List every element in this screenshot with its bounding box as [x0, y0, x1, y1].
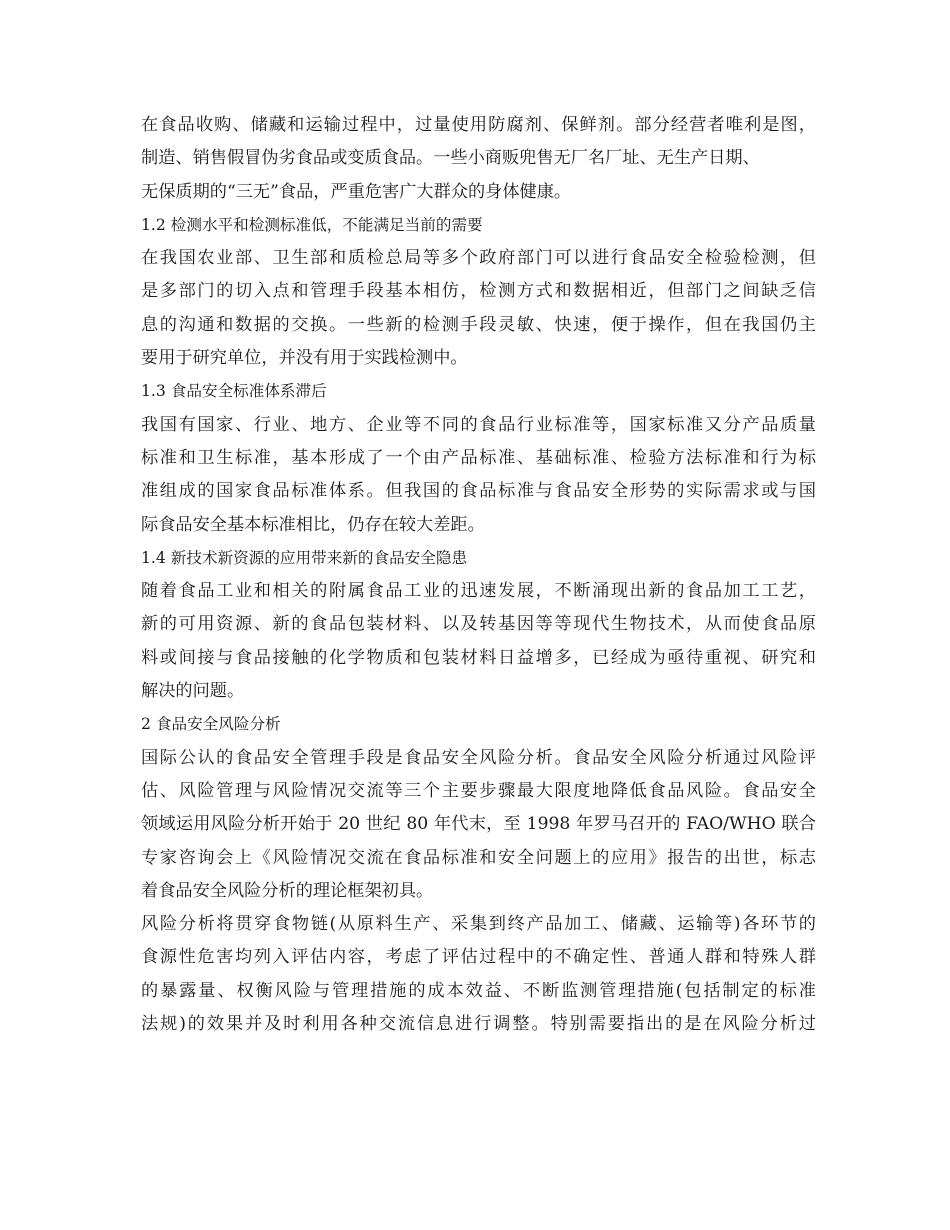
text-line: 法规)的效果并及时利用各种交流信息进行调整。特别需要指出的是在风险分析过: [141, 1014, 816, 1035]
text-line: 在我国农业部、卫生部和质检总局等多个政府部门可以进行食品安全检验检测，但: [141, 248, 816, 269]
section-heading: 1.4 新技术新资源的应用带来新的食品安全隐患: [141, 548, 468, 567]
text-line: 我国有国家、行业、地方、企业等不同的食品行业标准等，国家标准又分产品质量: [141, 414, 816, 435]
text-line: 风险分析将贯穿食物链(从原料生产、采集到终产品加工、储藏、运输等)各环节的: [141, 914, 816, 935]
section-heading: 1.2 检测水平和检测标准低，不能满足当前的需要: [141, 215, 483, 234]
text-line: 的暴露量、权衡风险与管理措施的成本效益、不断监测管理措施(包括制定的标准: [141, 980, 816, 1001]
section-heading: 2 食品安全风险分析: [141, 715, 281, 734]
text-line: 是多部门的切入点和管理手段基本相仿，检测方式和数据相近，但部门之间缺乏信: [141, 281, 816, 302]
text-line: 估、风险管理与风险情况交流等三个主要步骤最大限度地降低食品风险。食品安全: [141, 780, 816, 801]
text-line: 标准和卫生标准，基本形成了一个由产品标准、基础标准、检验方法标准和行为标: [141, 447, 816, 468]
text-line: 领域运用风险分析开始于 20 世纪 80 年代末，至 1998 年罗马召开的 FAO/WHO 联合: [141, 814, 816, 835]
text-line: 要用于研究单位，并没有用于实践检测中。: [141, 348, 468, 369]
text-line: 着食品安全风险分析的理论框架初具。: [141, 880, 434, 901]
text-line: 际食品安全基本标准相比，仍存在较大差距。: [141, 514, 485, 535]
text-line: 专家咨询会上《风险情况交流在食品标准和安全问题上的应用》报告的出世，标志: [141, 847, 816, 868]
text-line: 随着食品工业和相关的附属食品工业的迅速发展，不断涌现出新的食品加工工艺，: [141, 581, 816, 602]
text-line: 息的沟通和数据的交换。一些新的检测手段灵敏、快速，便于操作，但在我国仍主: [141, 314, 816, 335]
text-line: 料或间接与食品接触的化学物质和包装材料日益增多，已经成为亟待重视、研究和: [141, 647, 816, 668]
text-line: 无保质期的“三无”食品，严重危害广大群众的身体健康。: [141, 181, 572, 202]
document-page: [141, 109, 816, 1041]
section-heading: 1.3 食品安全标准体系滞后: [141, 382, 327, 401]
text-line: 在食品收购、储藏和运输过程中，过量使用防腐剂、保鲜剂。部分经营者唯利是图，: [141, 115, 816, 135]
text-line: 解决的问题。: [141, 681, 245, 702]
text-line: 准组成的国家食品标准体系。但我国的食品标准与食品安全形势的实际需求或与国: [141, 481, 816, 502]
text-line: 制造、销售假冒伪劣食品或变质食品。一些小商贩兜售无厂名厂址、无生产日期、: [141, 148, 760, 169]
text-line: 国际公认的食品安全管理手段是食品安全风险分析。食品安全风险分析通过风险评: [141, 747, 816, 768]
text-line: 食源性危害均列入评估内容，考虑了评估过程中的不确定性、普通人群和特殊人群: [141, 947, 816, 968]
text-line: 新的可用资源、新的食品包装材料、以及转基因等等现代生物技术，从而使食品原: [141, 614, 816, 635]
